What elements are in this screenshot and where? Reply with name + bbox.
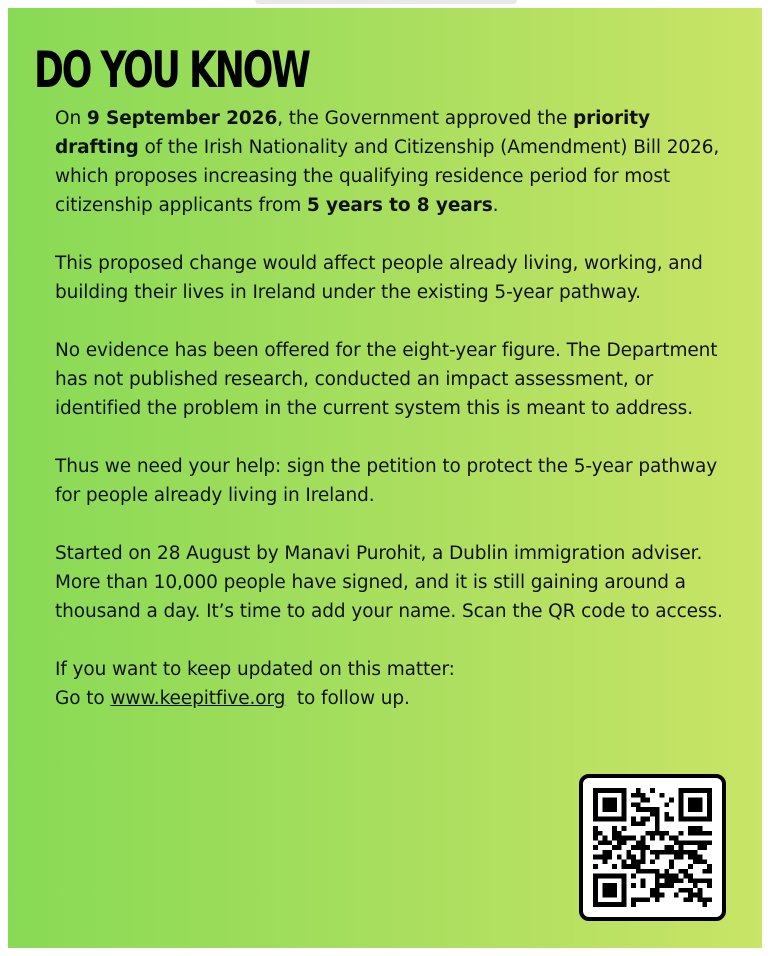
- paragraph-petition: Thus we need your help: sign the petition to protect the 5-year pathway for people already living in Ireland.: [55, 456, 718, 506]
- top-tab-decoration: [255, 0, 517, 4]
- paragraph-approval: On 9 September 2026, the Government approved the priority drafting of the Irish Nationality and Citizenship (Amendment) Bill 2026, which proposes increasing the qualifying residence period for most citizenship applicants from 5 years to 8 years.: [55, 108, 720, 216]
- page-title: DO YOU KNOW: [34, 41, 309, 99]
- qr-code-icon: [593, 788, 712, 907]
- website-link[interactable]: www.keepitfive.org: [110, 688, 286, 709]
- years-highlight: 5 years to 8 years: [306, 195, 493, 216]
- paragraph-impact: This proposed change would affect people already living, working, and building their lives in Ireland under the existing 5-year pathway.: [55, 253, 703, 303]
- date-highlight: 9 September 2026: [86, 108, 278, 129]
- paragraph-started: Started on 28 August by Manavi Purohit, a Dublin immigration adviser. More than 10,000 people have signed, and it is still gaining around a thousand a day. It’s time to add your name. Scan the QR code to access.: [55, 543, 723, 622]
- updates-line: If you want to keep updated on this matter:: [55, 659, 455, 680]
- body-text: [55, 104, 735, 742]
- qr-code-frame[interactable]: [579, 774, 726, 921]
- paragraph-updates: If you want to keep updated on this matter: Go to www.keepitfive.org to follow up.: [55, 659, 455, 709]
- info-card: [8, 8, 762, 948]
- priority-highlight: priority drafting: [55, 108, 651, 158]
- paragraph-evidence: No evidence has been offered for the eight-year figure. The Department has not published research, conducted an impact assessment, or identified the problem in the current system this is meant to address.: [55, 340, 718, 419]
